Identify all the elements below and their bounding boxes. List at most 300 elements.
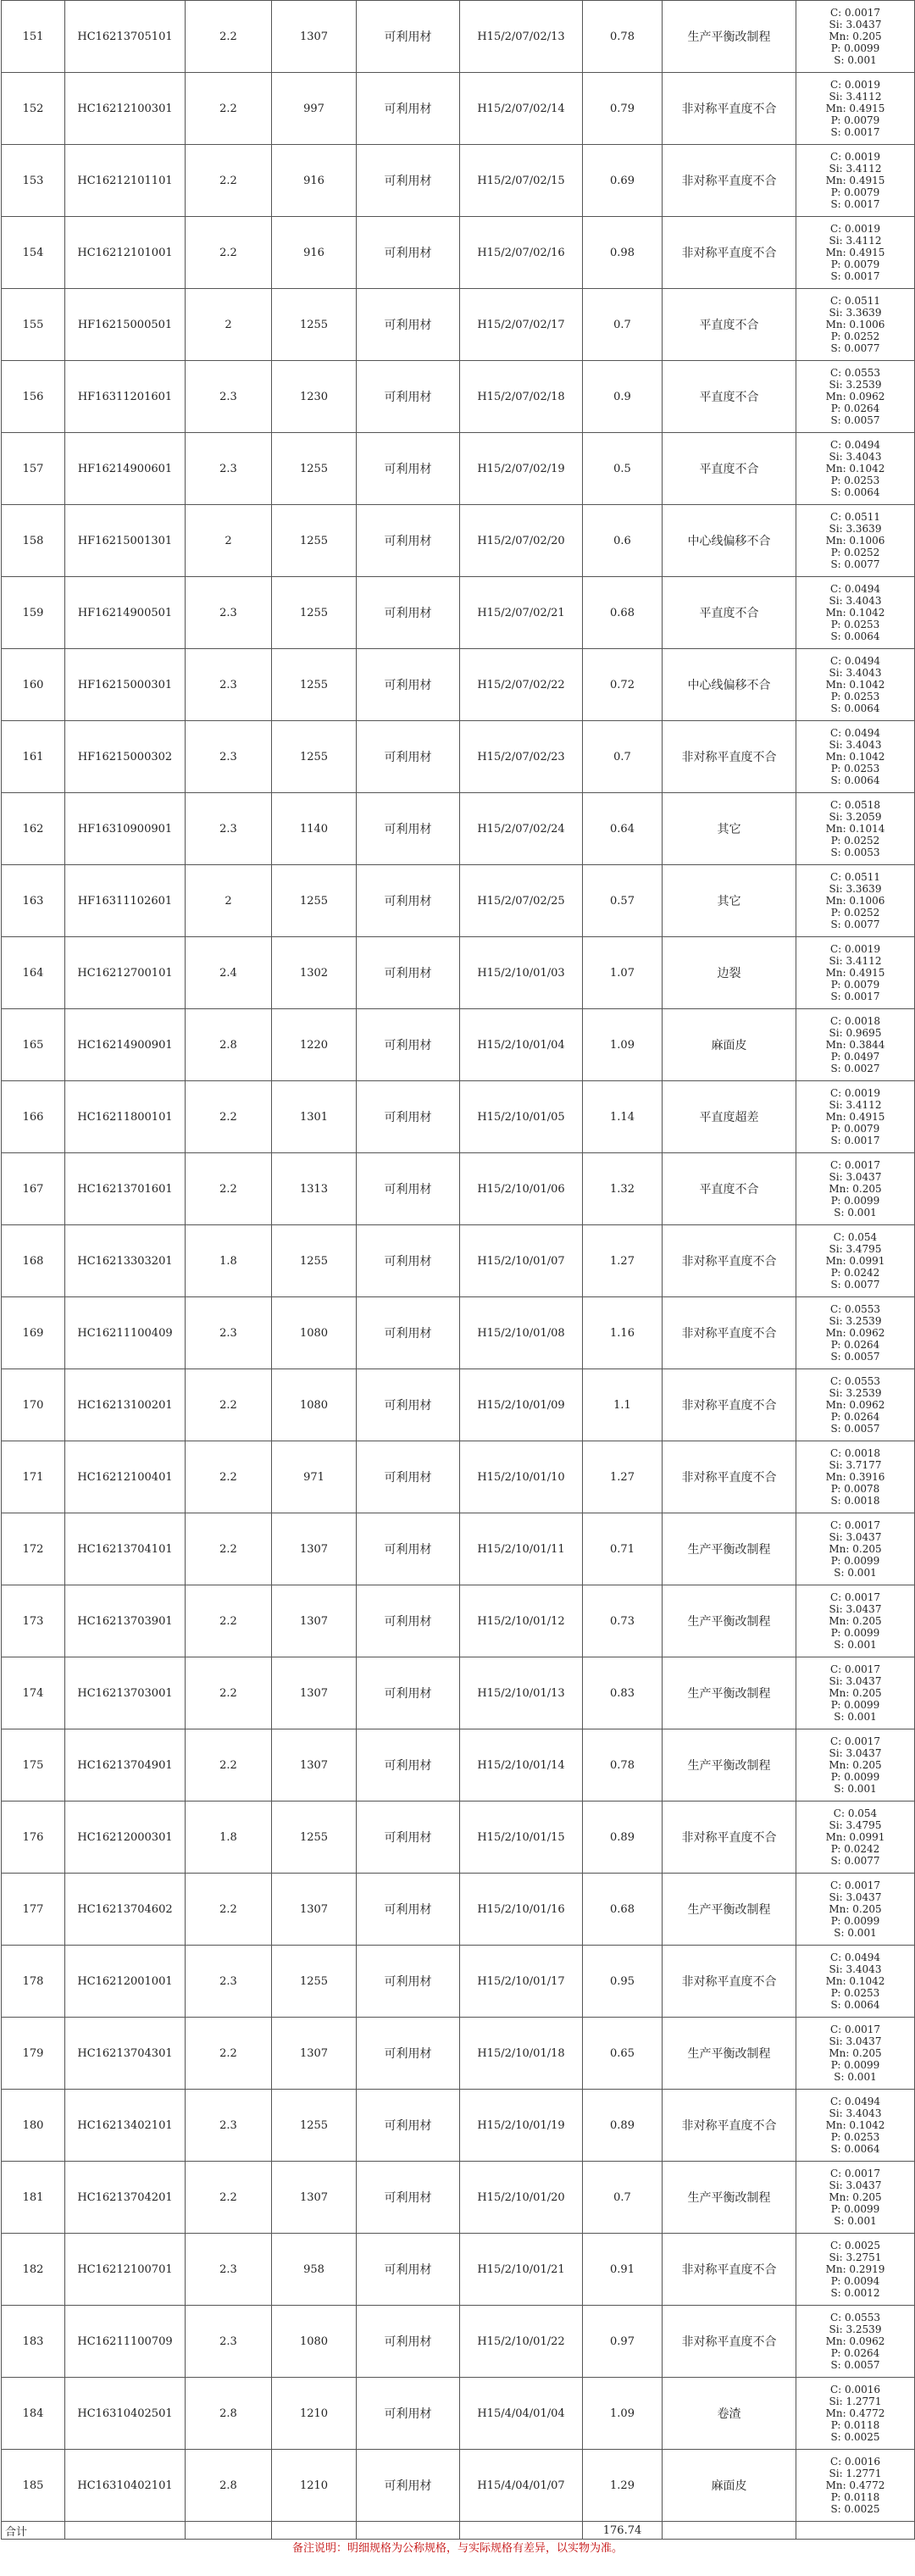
usage: 可利用材 xyxy=(357,2450,460,2522)
row-number: 165 xyxy=(2,1009,65,1081)
chem-line: P: 0.0252 xyxy=(830,330,880,342)
chem-line: S: 0.0053 xyxy=(830,847,880,858)
defect: 麻面皮 xyxy=(663,1009,796,1081)
chem-line: Si: 3.2059 xyxy=(829,811,882,823)
location: H15/2/10/01/03 xyxy=(460,937,583,1009)
thickness: 2.3 xyxy=(186,649,272,721)
usage: 可利用材 xyxy=(357,289,460,361)
chem-line: Mn: 0.205 xyxy=(829,1543,882,1555)
chem-line: C: 0.0016 xyxy=(829,2384,881,2396)
chem-line: Si: 3.4112 xyxy=(829,163,882,175)
width: 1307 xyxy=(272,1513,357,1585)
chem-line: Mn: 0.205 xyxy=(829,1903,882,1915)
chem-line: S: 0.001 xyxy=(834,1567,877,1579)
defect: 生产平衡改制程 xyxy=(663,1729,796,1802)
coil-code: HC16212001001 xyxy=(65,1946,186,2018)
chem-line: S: 0.0027 xyxy=(830,1063,880,1074)
chem-line: P: 0.0264 xyxy=(830,1339,880,1351)
width: 916 xyxy=(272,217,357,289)
table-row xyxy=(2,1657,915,1729)
row-number: 167 xyxy=(2,1153,65,1225)
chem-line: Si: 3.3639 xyxy=(829,883,882,895)
thickness: 1.8 xyxy=(186,1225,272,1297)
chem-line: Si: 3.4795 xyxy=(829,1819,882,1831)
chem-line: Si: 3.0437 xyxy=(829,1675,882,1687)
width: 971 xyxy=(272,1441,357,1513)
thickness: 2.3 xyxy=(186,2234,272,2306)
chemistry xyxy=(796,505,915,577)
chemistry xyxy=(796,2162,915,2234)
chem-line: P: 0.0099 xyxy=(830,42,880,54)
chem-line: S: 0.001 xyxy=(834,1639,877,1651)
chem-line: P: 0.0264 xyxy=(830,1411,880,1423)
usage: 可利用材 xyxy=(357,73,460,145)
chemistry xyxy=(796,2090,915,2162)
weight: 0.72 xyxy=(583,649,663,721)
chem-line: C: 0.0017 xyxy=(829,1591,881,1603)
thickness: 2 xyxy=(186,865,272,937)
chem-line: Si: 3.0437 xyxy=(829,2179,882,2191)
chem-line: Si: 3.4043 xyxy=(829,739,882,751)
chem-line: Mn: 0.1006 xyxy=(825,895,885,907)
usage: 可利用材 xyxy=(357,937,460,1009)
usage: 可利用材 xyxy=(357,2090,460,2162)
location: H15/2/10/01/14 xyxy=(460,1729,583,1802)
defect: 平直度超差 xyxy=(663,1081,796,1153)
location: H15/2/07/02/24 xyxy=(460,793,583,865)
coil-code: HC16212100701 xyxy=(65,2234,186,2306)
chem-line: Si: 3.0437 xyxy=(829,1891,882,1903)
weight: 1.27 xyxy=(583,1225,663,1297)
usage: 可利用材 xyxy=(357,1874,460,1946)
width: 1210 xyxy=(272,2450,357,2522)
usage: 可利用材 xyxy=(357,217,460,289)
table-row xyxy=(2,1946,915,2018)
chemistry xyxy=(796,1297,915,1369)
chem-line: P: 0.0079 xyxy=(830,258,880,270)
location: H15/2/10/01/16 xyxy=(460,1874,583,1946)
location: H15/2/07/02/18 xyxy=(460,361,583,433)
usage: 可利用材 xyxy=(357,1,460,73)
weight: 0.57 xyxy=(583,865,663,937)
width: 1255 xyxy=(272,1225,357,1297)
row-number: 163 xyxy=(2,865,65,937)
defect: 中心线偏移不合 xyxy=(663,649,796,721)
chem-line: Si: 3.3639 xyxy=(829,523,882,535)
chem-line: C: 0.0025 xyxy=(829,2240,881,2251)
chemistry xyxy=(796,649,915,721)
usage: 可利用材 xyxy=(357,1802,460,1874)
chem-line: P: 0.0253 xyxy=(830,763,880,774)
row-number: 178 xyxy=(2,1946,65,2018)
total-weight: 176.74 xyxy=(583,2522,663,2540)
thickness: 2.3 xyxy=(186,793,272,865)
chem-line: Si: 3.2751 xyxy=(829,2251,882,2263)
chem-line: Si: 3.4112 xyxy=(829,91,882,103)
location: H15/2/10/01/08 xyxy=(460,1297,583,1369)
table-row xyxy=(2,505,915,577)
chem-line: Mn: 0.1042 xyxy=(825,679,885,691)
chem-line: P: 0.0497 xyxy=(830,1051,880,1063)
chem-line: S: 0.001 xyxy=(834,2071,877,2083)
location: H15/2/07/02/23 xyxy=(460,721,583,793)
usage: 可利用材 xyxy=(357,1946,460,2018)
chem-line: Si: 3.4043 xyxy=(829,667,882,679)
chem-line: Mn: 0.0991 xyxy=(825,1831,885,1843)
weight: 1.29 xyxy=(583,2450,663,2522)
chem-line: Mn: 0.1042 xyxy=(825,463,885,475)
chem-line: S: 0.0017 xyxy=(830,1135,880,1146)
table-row xyxy=(2,145,915,217)
chem-line: P: 0.0099 xyxy=(830,1915,880,1927)
location: H15/2/10/01/18 xyxy=(460,2018,583,2090)
coil-code: HC16212100301 xyxy=(65,73,186,145)
chem-line: Si: 3.0437 xyxy=(829,19,882,31)
usage: 可利用材 xyxy=(357,2306,460,2378)
width: 1255 xyxy=(272,2090,357,2162)
row-number: 177 xyxy=(2,1874,65,1946)
row-number: 160 xyxy=(2,649,65,721)
weight: 0.98 xyxy=(583,217,663,289)
chem-line: P: 0.0264 xyxy=(830,2347,880,2359)
chem-line: P: 0.0118 xyxy=(830,2491,880,2503)
location: H15/4/04/01/07 xyxy=(460,2450,583,2522)
chem-line: Mn: 0.1042 xyxy=(825,751,885,763)
chem-line: C: 0.0017 xyxy=(829,1159,881,1171)
chem-line: P: 0.0099 xyxy=(830,1195,880,1207)
usage: 可利用材 xyxy=(357,1009,460,1081)
chemistry xyxy=(796,73,915,145)
coil-code: HC16213703001 xyxy=(65,1657,186,1729)
chem-line: Mn: 0.205 xyxy=(829,1759,882,1771)
chem-line: C: 0.0511 xyxy=(829,511,881,523)
weight: 1.09 xyxy=(583,1009,663,1081)
chem-line: P: 0.0099 xyxy=(830,1699,880,1711)
chem-line: P: 0.0253 xyxy=(830,691,880,702)
location: H15/2/10/01/11 xyxy=(460,1513,583,1585)
chem-line: P: 0.0099 xyxy=(830,2203,880,2215)
coil-code: HC16213704901 xyxy=(65,1729,186,1802)
thickness: 2.8 xyxy=(186,2378,272,2450)
location: H15/2/10/01/07 xyxy=(460,1225,583,1297)
chem-line: S: 0.0064 xyxy=(830,774,880,786)
chemistry xyxy=(796,1009,915,1081)
defect: 平直度不合 xyxy=(663,1153,796,1225)
row-number: 170 xyxy=(2,1369,65,1441)
defect: 生产平衡改制程 xyxy=(663,1,796,73)
location: H15/2/10/01/19 xyxy=(460,2090,583,2162)
chem-line: Si: 3.3639 xyxy=(829,307,882,319)
coil-code: HF16214900601 xyxy=(65,433,186,505)
width: 1210 xyxy=(272,2378,357,2450)
row-number: 181 xyxy=(2,2162,65,2234)
weight: 0.5 xyxy=(583,433,663,505)
chem-line: S: 0.001 xyxy=(834,1711,877,1723)
defect: 非对称平直度不合 xyxy=(663,2306,796,2378)
chemistry xyxy=(796,2018,915,2090)
thickness: 2.3 xyxy=(186,433,272,505)
chem-line: Si: 3.4043 xyxy=(829,451,882,463)
weight: 0.9 xyxy=(583,361,663,433)
table-row xyxy=(2,865,915,937)
row-number: 172 xyxy=(2,1513,65,1585)
table-row xyxy=(2,361,915,433)
chem-line: P: 0.0252 xyxy=(830,835,880,847)
chemistry xyxy=(796,1225,915,1297)
chemistry xyxy=(796,1657,915,1729)
width: 1140 xyxy=(272,793,357,865)
chem-line: C: 0.0019 xyxy=(829,151,881,163)
thickness: 2 xyxy=(186,289,272,361)
coil-code: HF16215001301 xyxy=(65,505,186,577)
row-number: 182 xyxy=(2,2234,65,2306)
chem-line: Si: 3.4043 xyxy=(829,595,882,607)
row-number: 184 xyxy=(2,2378,65,2450)
thickness: 2.3 xyxy=(186,577,272,649)
defect: 非对称平直度不合 xyxy=(663,73,796,145)
thickness: 2.4 xyxy=(186,937,272,1009)
defect: 非对称平直度不合 xyxy=(663,1225,796,1297)
thickness: 2.3 xyxy=(186,361,272,433)
table-row xyxy=(2,2234,915,2306)
chemistry xyxy=(796,577,915,649)
chemistry xyxy=(796,1802,915,1874)
location: H15/2/07/02/17 xyxy=(460,289,583,361)
weight: 0.6 xyxy=(583,505,663,577)
weight: 0.73 xyxy=(583,1585,663,1657)
defect: 非对称平直度不合 xyxy=(663,721,796,793)
chem-line: Mn: 0.0962 xyxy=(825,1399,885,1411)
chem-line: Mn: 0.4915 xyxy=(825,1111,885,1123)
chem-line: C: 0.0494 xyxy=(829,655,881,667)
chem-line: P: 0.0079 xyxy=(830,114,880,126)
chem-line: Si: 3.4795 xyxy=(829,1243,882,1255)
width: 1255 xyxy=(272,1946,357,2018)
defect: 非对称平直度不合 xyxy=(663,1441,796,1513)
chem-line: Mn: 0.205 xyxy=(829,1687,882,1699)
thickness: 2.3 xyxy=(186,2306,272,2378)
chem-line: Mn: 0.3844 xyxy=(825,1039,885,1051)
total-label: 合计 xyxy=(2,2522,65,2540)
row-number: 175 xyxy=(2,1729,65,1802)
table-row xyxy=(2,1729,915,1802)
usage: 可利用材 xyxy=(357,505,460,577)
location: H15/2/07/02/22 xyxy=(460,649,583,721)
coil-code: HC16212000301 xyxy=(65,1802,186,1874)
thickness: 2.8 xyxy=(186,2450,272,2522)
chem-line: Mn: 0.1006 xyxy=(825,535,885,547)
chem-line: Si: 3.4112 xyxy=(829,955,882,967)
thickness: 2.2 xyxy=(186,1441,272,1513)
table-row xyxy=(2,721,915,793)
width: 1302 xyxy=(272,937,357,1009)
location: H15/2/07/02/14 xyxy=(460,73,583,145)
row-number: 176 xyxy=(2,1802,65,1874)
location: H15/2/10/01/20 xyxy=(460,2162,583,2234)
chem-line: S: 0.0057 xyxy=(830,2359,880,2371)
chem-line: Mn: 0.205 xyxy=(829,31,882,42)
weight: 1.16 xyxy=(583,1297,663,1369)
width: 1255 xyxy=(272,577,357,649)
chem-line: Mn: 0.0962 xyxy=(825,2335,885,2347)
usage: 可利用材 xyxy=(357,865,460,937)
table-row xyxy=(2,1297,915,1369)
chem-line: P: 0.0099 xyxy=(830,1555,880,1567)
coil-code: HC16213303201 xyxy=(65,1225,186,1297)
thickness: 2.2 xyxy=(186,1874,272,1946)
defect: 边裂 xyxy=(663,937,796,1009)
location: H15/2/10/01/22 xyxy=(460,2306,583,2378)
chem-line: Mn: 0.0962 xyxy=(825,1327,885,1339)
coil-code: HF16215000301 xyxy=(65,649,186,721)
chem-line: C: 0.0494 xyxy=(829,727,881,739)
chem-line: S: 0.0077 xyxy=(830,558,880,570)
chem-line: C: 0.0019 xyxy=(829,943,881,955)
defect: 其它 xyxy=(663,793,796,865)
table-row xyxy=(2,217,915,289)
chemistry xyxy=(796,1,915,73)
chemistry xyxy=(796,145,915,217)
thickness: 2.2 xyxy=(186,217,272,289)
width: 1230 xyxy=(272,361,357,433)
chem-line: P: 0.0099 xyxy=(830,2059,880,2071)
table-row xyxy=(2,577,915,649)
defect: 生产平衡改制程 xyxy=(663,2018,796,2090)
location: H15/2/07/02/15 xyxy=(460,145,583,217)
weight: 0.79 xyxy=(583,73,663,145)
chem-line: C: 0.0494 xyxy=(829,1951,881,1963)
chem-line: Mn: 0.4915 xyxy=(825,967,885,979)
weight: 1.14 xyxy=(583,1081,663,1153)
weight: 1.07 xyxy=(583,937,663,1009)
usage: 可利用材 xyxy=(357,721,460,793)
usage: 可利用材 xyxy=(357,1657,460,1729)
chem-line: P: 0.0264 xyxy=(830,402,880,414)
usage: 可利用材 xyxy=(357,577,460,649)
coil-code: HC16212100401 xyxy=(65,1441,186,1513)
chem-line: Si: 3.4043 xyxy=(829,2107,882,2119)
defect: 中心线偏移不合 xyxy=(663,505,796,577)
usage: 可利用材 xyxy=(357,1297,460,1369)
table-row xyxy=(2,1802,915,1874)
chem-line: Si: 3.0437 xyxy=(829,1603,882,1615)
weight: 1.1 xyxy=(583,1369,663,1441)
chem-line: S: 0.0064 xyxy=(830,630,880,642)
usage: 可利用材 xyxy=(357,2018,460,2090)
row-number: 153 xyxy=(2,145,65,217)
row-number: 166 xyxy=(2,1081,65,1153)
width: 1307 xyxy=(272,1585,357,1657)
location: H15/2/10/01/21 xyxy=(460,2234,583,2306)
chem-line: Si: 3.0437 xyxy=(829,1747,882,1759)
row-number: 185 xyxy=(2,2450,65,2522)
thickness: 1.8 xyxy=(186,1802,272,1874)
chem-line: Si: 3.7177 xyxy=(829,1459,882,1471)
coil-code: HF16215000501 xyxy=(65,289,186,361)
chem-line: Si: 3.4112 xyxy=(829,235,882,247)
chem-line: Mn: 0.4915 xyxy=(825,175,885,186)
chem-line: C: 0.0016 xyxy=(829,2456,881,2468)
chemistry xyxy=(796,1369,915,1441)
chem-line: Mn: 0.0962 xyxy=(825,391,885,402)
location: H15/2/10/01/09 xyxy=(460,1369,583,1441)
coil-code: HC16213704602 xyxy=(65,1874,186,1946)
width: 997 xyxy=(272,73,357,145)
table-row xyxy=(2,1874,915,1946)
coil-code: HF16311201601 xyxy=(65,361,186,433)
weight: 0.78 xyxy=(583,1,663,73)
thickness: 2.3 xyxy=(186,721,272,793)
table-row xyxy=(2,2018,915,2090)
chem-line: Mn: 0.0991 xyxy=(825,1255,885,1267)
chem-line: Mn: 0.205 xyxy=(829,2191,882,2203)
chem-line: P: 0.0253 xyxy=(830,475,880,486)
defect: 平直度不合 xyxy=(663,433,796,505)
coil-code: HC16214900901 xyxy=(65,1009,186,1081)
weight: 0.64 xyxy=(583,793,663,865)
row-number: 168 xyxy=(2,1225,65,1297)
thickness: 2.2 xyxy=(186,1081,272,1153)
location: H15/2/10/01/05 xyxy=(460,1081,583,1153)
defect: 生产平衡改制程 xyxy=(663,1513,796,1585)
chem-line: C: 0.054 xyxy=(833,1231,878,1243)
coil-code: HC16212101001 xyxy=(65,217,186,289)
row-number: 179 xyxy=(2,2018,65,2090)
chem-line: S: 0.0017 xyxy=(830,991,880,1002)
chem-line: P: 0.0078 xyxy=(830,1483,880,1495)
coil-code: HC16212101101 xyxy=(65,145,186,217)
defect: 非对称平直度不合 xyxy=(663,1802,796,1874)
chem-line: Mn: 0.1006 xyxy=(825,319,885,330)
chem-line: Mn: 0.4915 xyxy=(825,103,885,114)
table-row xyxy=(2,1153,915,1225)
chem-line: C: 0.0553 xyxy=(829,1303,881,1315)
table-row xyxy=(2,433,915,505)
chem-line: Mn: 0.4772 xyxy=(825,2407,885,2419)
location: H15/2/07/02/25 xyxy=(460,865,583,937)
usage: 可利用材 xyxy=(357,1081,460,1153)
chem-line: S: 0.0077 xyxy=(830,919,880,930)
chemistry xyxy=(796,865,915,937)
chem-line: P: 0.0252 xyxy=(830,547,880,558)
chemistry xyxy=(796,2234,915,2306)
width: 1255 xyxy=(272,433,357,505)
chem-line: S: 0.0017 xyxy=(830,270,880,282)
row-number: 151 xyxy=(2,1,65,73)
row-number: 155 xyxy=(2,289,65,361)
width: 1080 xyxy=(272,1297,357,1369)
thickness: 2.2 xyxy=(186,1729,272,1802)
chem-line: Mn: 0.1042 xyxy=(825,607,885,619)
chem-line: Si: 3.0437 xyxy=(829,2035,882,2047)
defect: 生产平衡改制程 xyxy=(663,2162,796,2234)
defect: 非对称平直度不合 xyxy=(663,1297,796,1369)
row-number: 157 xyxy=(2,433,65,505)
row-number: 173 xyxy=(2,1585,65,1657)
width: 1255 xyxy=(272,865,357,937)
width: 1255 xyxy=(272,721,357,793)
weight: 0.95 xyxy=(583,1946,663,2018)
chem-line: S: 0.0064 xyxy=(830,1999,880,2011)
chem-line: S: 0.0064 xyxy=(830,486,880,498)
chem-line: C: 0.0494 xyxy=(829,439,881,451)
weight: 0.7 xyxy=(583,721,663,793)
chem-line: Si: 1.2771 xyxy=(829,2468,882,2479)
chem-line: P: 0.0079 xyxy=(830,186,880,198)
table-row xyxy=(2,289,915,361)
chem-line: Si: 0.9695 xyxy=(829,1027,882,1039)
width: 1080 xyxy=(272,1369,357,1441)
